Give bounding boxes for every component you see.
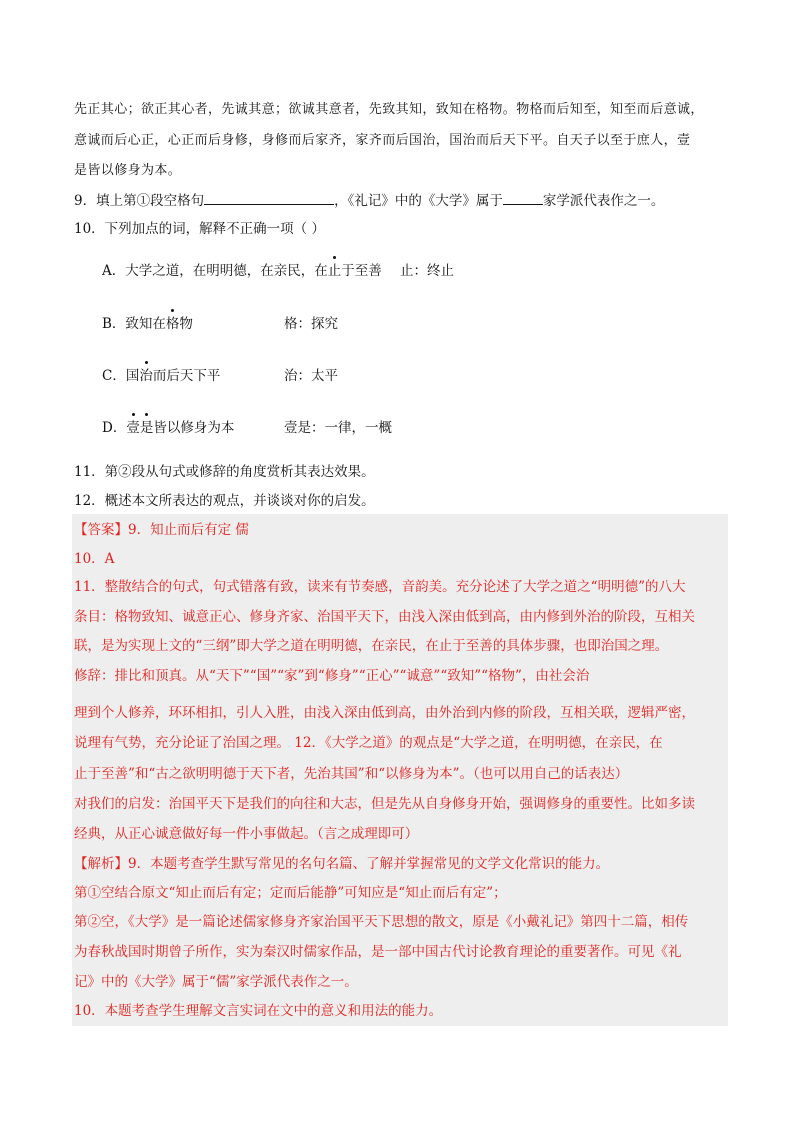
answer-line: 修辞：排比和顶真。从“天下”“国”“家”到“修身”“正心”“诚意”“致知”“格物”，由社会治 <box>74 668 590 684</box>
q9-blank-1[interactable] <box>204 190 334 205</box>
dotted-char: 壹 <box>126 420 140 436</box>
option-explanation: 格：探究 <box>284 316 338 332</box>
answer-line <box>74 520 249 540</box>
answer-line: 理到个人修养，环环相扣，引人入胜，由浅入深由低到高，由外治到内修的阶段，互相关联，逻辑严密， <box>74 705 695 721</box>
analysis-line: 第②空，《大学》是一篇论述儒家修身齐家治国平天下思想的散文，原是《小戴礼记》第四十二篇，相传 <box>74 914 689 930</box>
q9-text-2: ，《礼记》中的《大学》属于 <box>334 193 503 209</box>
q10-option-c <box>102 366 502 386</box>
option-text: D． <box>102 420 127 436</box>
passage-line: 是皆以修身为本。 <box>74 163 182 178</box>
option-text: A．大学之道，在明明德，在亲民，在 <box>102 263 328 279</box>
q10-option-b <box>102 314 502 334</box>
analysis-line: 为春秋战国时期曾子所作，实为秦汉时儒家作品，是一部中国古代讨论教育理论的重要著作。可见《礼 <box>74 944 682 960</box>
dotted-char: 治 <box>139 368 153 384</box>
q9-text-3: 家学派代表作之一。 <box>542 193 665 209</box>
dotted-char: 止 <box>327 263 342 279</box>
analysis-line: 记》中的《大学》属于“儒”家学派代表作之一。 <box>74 974 358 990</box>
question-11: 11．第②段从句式或修辞的角度赏析其表达效果。 <box>74 464 375 480</box>
q9-text-1: 9．填上第①段空格句 <box>74 193 205 209</box>
answer-line: 对我们的启发：治国平天下是我们的向往和大志，但是先从自身修身开始，强调修身的重要性。比如多读 <box>74 796 695 812</box>
q10-option-d <box>102 418 502 438</box>
analysis-line: 10．本题考查学生理解文言实词在文中的意义和用法的能力。 <box>74 1003 443 1019</box>
answer-line: 联，是为实现上文的“三纲”即大学之道在明明德，在亲民，在止于至善的具体步骤，也即治国之理。 <box>74 638 669 654</box>
option-text: C．国 <box>102 368 140 384</box>
passage-line: 先正其心；欲正其心者，先诚其意；欲诚其意者，先致其知，致知在格物。物格而后知至，知至而后意诚， <box>74 102 704 117</box>
q9-blank-2[interactable] <box>503 190 543 205</box>
answer-line: 说理有气势，充分论证了治国之理。 12．《大学之道》的观点是“大学之道，在明明德，在亲民，在 <box>74 735 663 751</box>
answer-tag: 【答案】 <box>74 522 128 538</box>
analysis-line: 第①空结合原文“知止而后有定；定而后能静”可知应是“知止而后有定”； <box>74 885 507 901</box>
option-explanation: 治：太平 <box>284 368 338 384</box>
dotted-char: 格 <box>165 316 180 332</box>
analysis-text: 9．本题考查学生默写常见的名句名篇、了解并掌握常见的文学文化常识的能力。 <box>128 856 610 872</box>
analysis-tag: 【解析】 <box>74 856 128 872</box>
q10-option-a <box>102 261 454 281</box>
option-explanation: 壹是：一律，一概 <box>284 420 392 436</box>
option-text: 物 <box>179 316 193 332</box>
answer-line: 经典，从正心诚意做好每一件小事做起。（言之成理即可） <box>74 826 419 842</box>
question-9 <box>74 190 664 211</box>
answer-line: 11．整散结合的句式，句式错落有致，读来有节奏感，音韵美。充分论述了大学之道之“明明德”的八大 <box>74 579 686 595</box>
passage-line: 意诚而后心正，心正而后身修，身修而后家齐，家齐而后国治，国治而后天下平。自天子以至于庶人，壹 <box>74 133 691 148</box>
option-text: 于至善 <box>341 263 382 279</box>
answer-text: 9．知止而后有定 儒 <box>128 522 249 538</box>
option-text: 而后天下平 <box>152 368 221 384</box>
question-10-stem: 10．下列加点的词，解释不正确一项（ ） <box>74 221 325 237</box>
option-text: 皆以修身为本 <box>153 420 235 436</box>
analysis-line <box>74 854 609 874</box>
answer-line: 10．A <box>74 551 115 567</box>
answer-line: 条目：格物致知、诚意正心、修身齐家、治国平天下，由浅入深由低到高，由内修到外治的阶段，互相关 <box>74 609 695 625</box>
option-explanation: 止：终止 <box>400 263 455 279</box>
answer-line: 止于至善”和“古之欲明明德于天下者，先治其国”和“以修身为本”。（也可以用自己的话表达） <box>74 766 629 782</box>
option-text: B．致知在 <box>102 316 166 332</box>
dotted-char: 是 <box>139 420 154 436</box>
question-12: 12．概述本文所表达的观点，并谈谈对你的启发。 <box>74 493 375 509</box>
